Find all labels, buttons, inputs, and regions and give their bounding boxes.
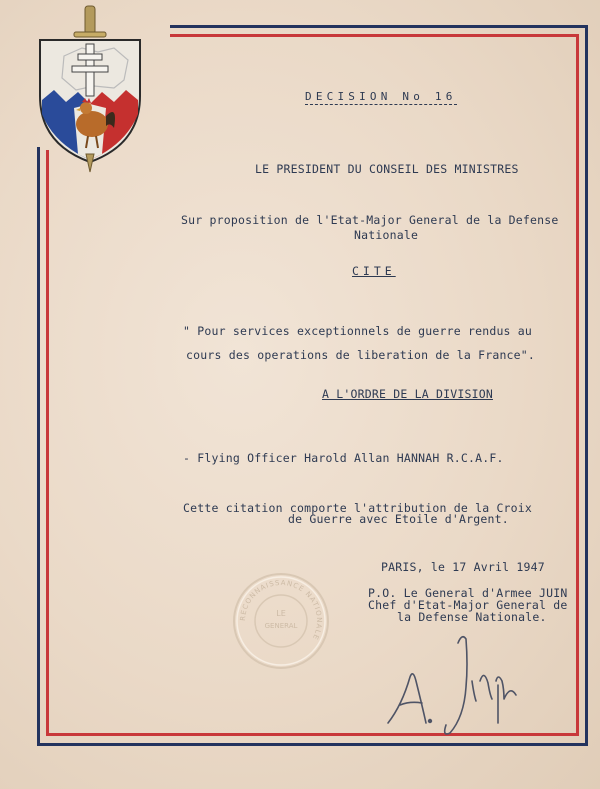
recipient-line: - Flying Officer Harold Allan HANNAH R.C.A.F. [183,451,504,465]
border-red-top [170,34,578,37]
border-red-left [46,150,49,735]
border-blue-bottom [37,743,588,746]
proposal-line-2: Nationale [354,228,419,242]
seal-ring-text: RECONNAISSANCE NATIONALE [238,578,324,642]
decision-number: DECISION No 16 [305,90,457,103]
embossed-seal [232,572,330,670]
border-blue-top [170,25,588,28]
svg-text:LE: LE [276,609,286,618]
signatory-line-3: la Defense Nationale. [397,610,547,624]
border-blue-right [585,25,588,745]
cite-heading: CITE [352,264,396,278]
quote-line-1: " Pour services exceptionnels de guerre rendus au [183,324,533,338]
signatory-line-2: Chef d'Etat-Major General de [368,598,568,612]
handwritten-signature [380,625,530,740]
order-heading: A L'ORDRE DE LA DIVISION [322,387,493,401]
quote-line-2: cours des operations de liberation de la France". [186,348,536,362]
border-red-right [576,34,579,735]
cross-of-lorraine-shield-icon [34,4,146,174]
award-line-1: Cette citation comporte l'attribution de la Croix [183,501,533,515]
place-date: PARIS, le 17 Avril 1947 [381,560,545,574]
authority-heading: LE PRESIDENT DU CONSEIL DES MINISTRES [255,162,519,176]
border-blue-left [37,147,40,745]
svg-text:GENERAL: GENERAL [264,622,298,630]
proposal-line-1: Sur proposition de l'Etat-Major General de la Defense [181,213,559,227]
award-line-2: de Guerre avec Etoile d'Argent. [288,512,509,526]
signatory-line-1: P.O. Le General d'Armee JUIN [368,586,568,600]
